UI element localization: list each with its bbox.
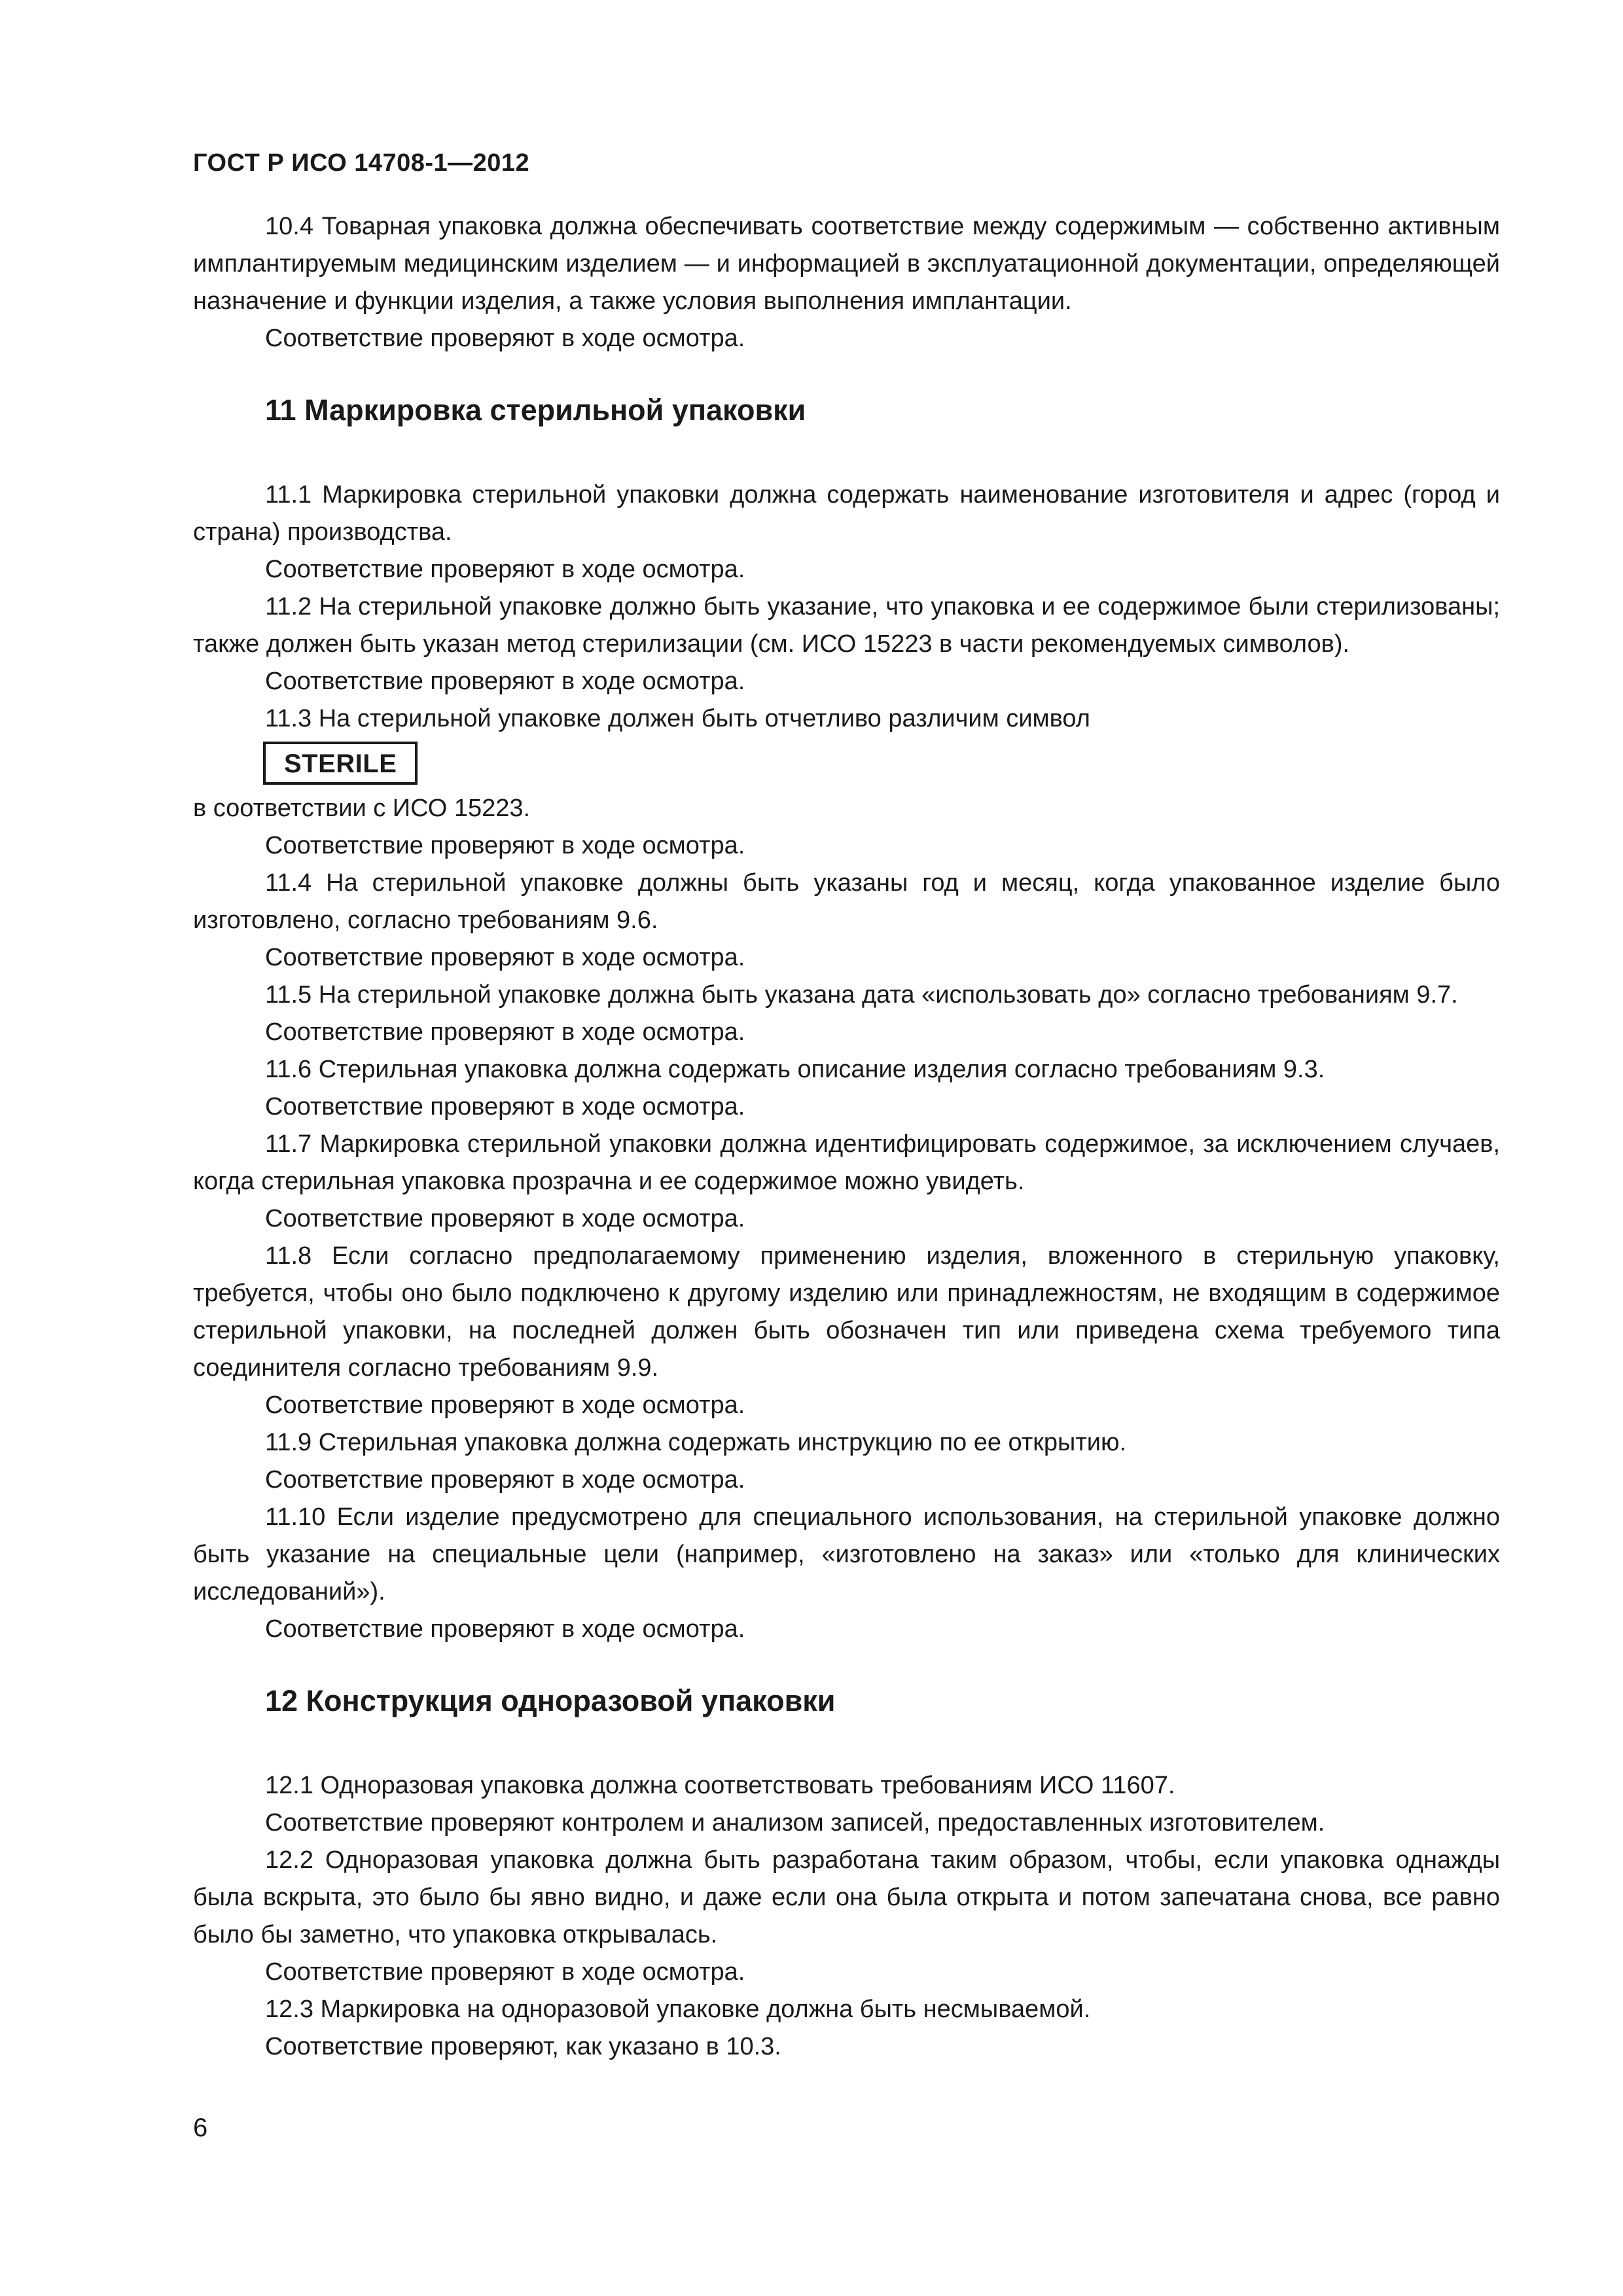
paragraph-11-3: 11.3 На стерильной упаковке должен быть отчетливо различим символ	[265, 705, 1090, 732]
paragraph-11-3-continuation: в соответствии с ИСО 15223.	[193, 795, 531, 822]
paragraph-12-3: 12.3 Маркировка на одноразовой упаковке должна быть несмываемой.	[265, 1996, 1091, 2023]
document-body	[193, 208, 1500, 2066]
paragraph-11-1: 11.1 Маркировка стерильной упаковки должна содержать наименование изготовителя и адрес (город и страна) производства.	[193, 481, 1500, 546]
paragraph-11-6: 11.6 Стерильная упаковка должна содержать описание изделия согласно требованиям 9.3.	[265, 1056, 1325, 1083]
paragraph-11-4: 11.4 На стерильной упаковке должны быть указаны год и месяц, когда упакованное изделие было изготовлено, согласно требованиям 9.6.	[193, 869, 1500, 934]
document-header: ГОСТ Р ИСО 14708-1—2012	[193, 149, 530, 177]
compliance-note: Соответствие проверяют в ходе осмотра.	[265, 1391, 745, 1419]
paragraph-11-10: 11.10 Если изделие предусмотрено для специального использования, на стерильной упаковке должно быть указание на специальные цели (например, «изготовлено на заказ» или «только для клинических исследований»).	[193, 1503, 1500, 1605]
paragraph-12-1: 12.1 Одноразовая упаковка должна соответствовать требованиям ИСО 11607.	[265, 1772, 1175, 1799]
compliance-note: Соответствие проверяют в ходе осмотра.	[265, 832, 745, 859]
paragraph-10-4: 10.4 Товарная упаковка должна обеспечивать соответствие между содержимым — собственно активным имплантируемым медицинским изделием — и информацией в эксплуатационной документации, определяющей назначение и функции изделия, а также условия выполнения имплантации.	[193, 213, 1500, 315]
paragraph-11-7: 11.7 Маркировка стерильной упаковки должна идентифицировать содержимое, за исключением случаев, когда стерильная упаковка прозрачна и ее содержимое можно увидеть.	[193, 1130, 1500, 1195]
paragraph-11-8: 11.8 Если согласно предполагаемому применению изделия, вложенного в стерильную упаковку, требуется, чтобы оно было подключено к другому изделию или принадлежностям, не входящим в содержимое стерильной упаковки, на последней должен быть обозначен тип или приведена схема требуемого типа соединителя согласно требованиям 9.9.	[193, 1242, 1500, 1382]
sterile-symbol-row	[193, 738, 1500, 790]
compliance-note: Соответствие проверяют в ходе осмотра.	[265, 1615, 745, 1643]
paragraph-11-5: 11.5 На стерильной упаковке должна быть указана дата «использовать до» согласно требованиям 9.7.	[265, 981, 1458, 1009]
page-number: 6	[193, 2113, 208, 2142]
compliance-note: Соответствие проверяют в ходе осмотра.	[265, 1466, 745, 1494]
compliance-note: Соответствие проверяют в ходе осмотра.	[265, 1205, 745, 1232]
compliance-note: Соответствие проверяют в ходе осмотра.	[265, 1958, 745, 1986]
paragraph-11-2: 11.2 На стерильной упаковке должно быть указание, что упаковка и ее содержимое были стерилизованы; также должен быть указан метод стерилизации (см. ИСО 15223 в части рекомендуемых символов).	[193, 593, 1500, 658]
compliance-note: Соответствие проверяют в ходе осмотра.	[265, 325, 745, 352]
sterile-symbol: STERILE	[263, 742, 418, 785]
compliance-note: Соответствие проверяют в ходе осмотра.	[265, 1093, 745, 1121]
compliance-note: Соответствие проверяют контролем и анализом записей, предоставленных изготовителем.	[265, 1809, 1325, 1837]
compliance-note: Соответствие проверяют в ходе осмотра.	[265, 668, 745, 695]
paragraph-11-9: 11.9 Стерильная упаковка должна содержать инструкцию по ее открытию.	[265, 1429, 1127, 1456]
paragraph-12-2: 12.2 Одноразовая упаковка должна быть разработана таким образом, чтобы, если упаковка однажды была вскрыта, это было бы явно видно, и даже если она была открыта и потом запечатана снова, все равно было бы заметно, что упаковка открывалась.	[193, 1846, 1500, 1948]
compliance-note: Соответствие проверяют в ходе осмотра.	[265, 1018, 745, 1046]
section-heading-12: 12 Конструкция одноразовой упаковки	[265, 1684, 836, 1717]
compliance-note: Соответствие проверяют, как указано в 10.3.	[265, 2033, 781, 2060]
compliance-note: Соответствие проверяют в ходе осмотра.	[265, 556, 745, 583]
section-heading-11: 11 Маркировка стерильной упаковки	[265, 393, 806, 427]
compliance-note: Соответствие проверяют в ходе осмотра.	[265, 944, 745, 971]
